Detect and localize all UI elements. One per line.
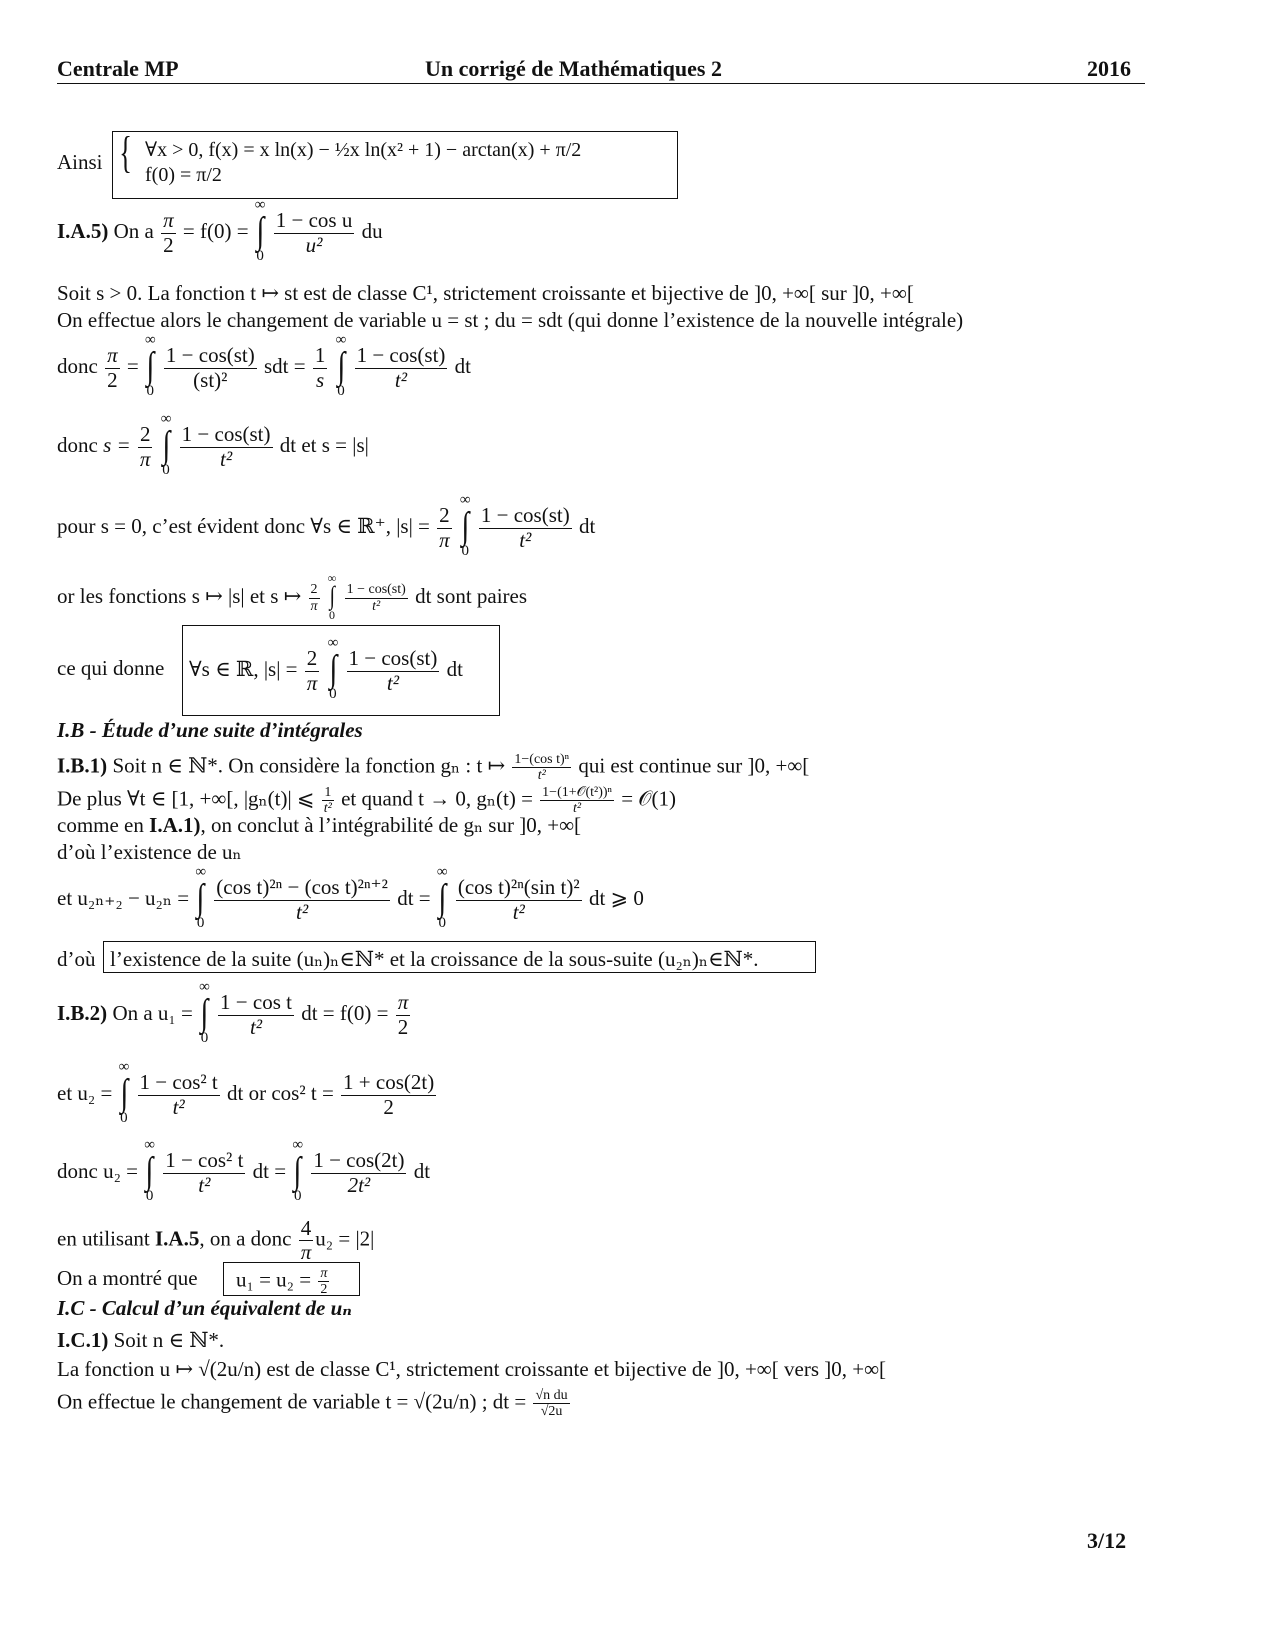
ic1-text: Soit n ∈ ℕ*.: [113, 1328, 225, 1352]
frac-1-cost: $\frac{\text{1 − cos t}}{\text{t²}}$: [220, 990, 292, 1039]
en-utilisant-line: en utilisant I.A.5, on a donc $\frac{4}{\pi}$ u₂ = |2|: [57, 1216, 375, 1265]
dt: dt: [454, 353, 471, 378]
s-eq: s =: [103, 432, 131, 457]
ib2-intro: On a u₁ =: [112, 1000, 193, 1025]
integral-sign: ∞ ∫ 0: [436, 864, 448, 932]
eq-O1: = 𝒪(1): [621, 786, 676, 811]
system-line-2: f(0) = π/2: [145, 164, 222, 186]
dt: dt: [578, 513, 596, 538]
ref-ia1: I.A.1): [149, 813, 201, 837]
integral-sign: ∞ ∫ 0: [195, 864, 207, 932]
boxed-u1-u2: u₁ = u₂ = $\frac{\pi}{2}$: [223, 1262, 360, 1296]
donc-s-line: [57, 411, 369, 480]
frac-1-plus-cos2t: $\frac{1 + \cos(2t)}{2}$: [343, 1070, 435, 1119]
page-number: 3/12: [1087, 1528, 1127, 1553]
frac-cosst-st2: $\frac{1 - \cos(st)}{\text{(st)²}}$: [165, 343, 255, 392]
u2n-diff-line: et u₂ₙ₊₂ − u₂ₙ = ∞ ∫ 0 $\frac{\text{(cos t)²ⁿ − (cos t)²ⁿ⁺²}}{\text{t²}}$ dt = ∞ ∫ 0 $\frac{\text{(cos t)²ⁿ(sin t)²}}{\text{t²}}$ dt ⩾ 0: [57, 864, 644, 932]
integral-sign: ∞ ∫ 0: [335, 332, 347, 400]
frac-pi-over-2c: $\frac{\pi}{2}$: [397, 990, 409, 1039]
ainsi-label: Ainsi: [57, 150, 103, 174]
frac-cosst-t2-small: $\frac{1 - \cos(st)}{\text{t²}}$: [346, 582, 406, 614]
integral-sign-small: ∞ ∫ 0: [327, 571, 337, 622]
frac-4-over-pi: $\frac{4}{\pi}$: [300, 1216, 312, 1265]
boxed-existence: l’existence de la suite (uₙ)ₙ∈ℕ* et la croissance de la sous-suite (u₂ₙ)ₙ∈ℕ*.: [103, 941, 816, 973]
ia5-intro: On a: [113, 218, 154, 243]
ib1-label: I.B.1): [57, 753, 108, 778]
section-ic-title: I.C - Calcul d’un équivalent de uₙ: [57, 1296, 352, 1320]
or-fonctions-line: [57, 571, 528, 623]
eq-f0: = f(0) =: [182, 218, 249, 243]
et-u2n: et u₂ₙ₊₂ − u₂ₙ =: [57, 885, 190, 910]
ib1-line: [57, 752, 809, 784]
abs-s-formula: ∀s ∈ ℝ, |s| = $\frac{2}{\pi}$ ∞ ∫ 0 $\frac{1 - \cos(st)}{\text{t²}}$ dt: [189, 635, 463, 703]
frac-1-over-s: $\frac{1}{s}$: [314, 343, 326, 392]
frac-1-over-t2: $\frac{1}{\text{t²}}$: [323, 785, 332, 817]
integral-sign: ∞ ∫ 0: [327, 635, 339, 703]
frac-1-cosu: $\frac{\text{1 − cos u}}{\text{u²}}$: [275, 208, 353, 257]
header-rule: [57, 83, 1145, 84]
frac-cosst-t2: $\frac{1 - \cos(st)}{\text{t²}}$: [348, 646, 438, 695]
frac-1-cos2t-b: $\frac{\text{1 − cos² t}}{\text{t²}}$: [165, 1148, 244, 1197]
or-cos2: dt or cos² t =: [227, 1080, 334, 1105]
dou-label: d’où: [57, 947, 96, 971]
de-plus-line: [57, 785, 676, 817]
dou-existence: d’où l’existence de uₙ: [57, 840, 242, 864]
soit-s-line: Soit s > 0. La fonction t ↦ st est de classe C¹, strictement croissante et bijective de ]0, +∞[ sur ]0, +∞[: [57, 281, 914, 305]
ic1-line: [57, 1330, 224, 1351]
de-plus: De plus ∀t ∈ [1, +∞[, |gₙ(t)| ⩽: [57, 786, 315, 811]
et-u2-line: [57, 1059, 438, 1128]
frac-2-over-pi: $\frac{2}{\pi}$: [306, 646, 318, 695]
ia5-label: I.A.5): [57, 218, 109, 243]
frac-cosst-t2: $\frac{1 - \cos(st)}{\text{t²}}$: [181, 422, 271, 471]
on-effectue-t-line: On effectue le changement de variable t = √(2u/n) ; dt = $\frac{\text{√n du}}{√2u}$: [57, 1388, 568, 1420]
frac-cosst-t2: $\frac{1 - \cos(st)}{\text{t²}}$: [480, 503, 570, 552]
system-line-1: ∀x > 0, f(x) = x ln(x) − ½x ln(x² + 1) − arctan(x) + π/2: [145, 139, 582, 161]
et-s-abs: dt et s = |s|: [279, 432, 369, 457]
ib2-line: I.B.2) On a u₁ = ∞ ∫ 0 $\frac{\text{1 − cos t}}{\text{t²}}$ dt = f(0) = $\frac{\pi}{2}$: [57, 979, 409, 1047]
frac-2-over-pi: $\frac{2}{\pi}$: [439, 503, 450, 552]
et-quand: et quand t → 0, gₙ(t) =: [341, 786, 533, 811]
header-left: Centrale MP: [57, 56, 179, 81]
integral-sign: ∞ ∫ 0: [144, 1137, 155, 1205]
frac-2-over-pi-small: $\frac{2}{\pi}$: [310, 582, 318, 614]
changement-line: On effectue alors le changement de variable u = st ; du = sdt (qui donne l’existence de la nouvelle intégrale): [57, 308, 964, 332]
or-les-fonctions: or les fonctions s ↦ |s| et s ↦: [57, 584, 302, 609]
header-title: Un corrigé de Mathématiques 2: [425, 56, 722, 81]
system-brace: {: [119, 128, 132, 177]
ia5-line: [57, 197, 383, 266]
frac-gn-big: $\frac{\text{1−(1+𝒪(t²))ⁿ}}{\text{t²}}$: [542, 785, 612, 817]
frac-pi-over-2: $\frac{\pi}{2}$: [163, 208, 174, 257]
ib1-tail: qui est continue sur ]0, +∞[: [578, 753, 810, 778]
system-lines: [145, 138, 581, 188]
frac-cos-sin: $\frac{\text{(cos t)²ⁿ(sin t)²}}{\text{t²}}$: [457, 875, 580, 924]
du: du: [361, 218, 383, 243]
frac-gn: $\frac{\text{1−(cos t)ⁿ}}{\text{t²}}$: [514, 752, 570, 784]
ic1-label: I.C.1): [57, 1328, 109, 1352]
pour-s0-line: [57, 492, 596, 561]
ib1-text: Soit n ∈ ℕ*. On considère la fonction gₙ : t ↦: [112, 753, 506, 778]
integral-sign: ∞ ∫ 0: [292, 1137, 304, 1205]
frac-pi-over-2-small: $\frac{\pi}{2}$: [320, 1266, 328, 1298]
frac-2-over-pi: $\frac{2}{\pi}$: [139, 422, 151, 471]
frac-1-cos2t: $\frac{\text{1 − cos² t}}{\text{t²}}$: [139, 1070, 218, 1119]
la-fonction-u: La fonction u ↦ √(2u/n) est de classe C¹, strictement croissante et bijective de ]0, +∞[ vers ]0, +∞[: [57, 1357, 887, 1381]
integral-sign: ∞ ∫ 0: [254, 197, 266, 265]
ib2-label: I.B.2): [57, 1000, 108, 1025]
pour-s0: pour s = 0, c’est évident donc ∀s ∈ ℝ⁺, |s| =: [57, 513, 430, 538]
frac-cos-diff: $\frac{\text{(cos t)²ⁿ − (cos t)²ⁿ⁺²}}{\text{t²}}$: [216, 875, 388, 924]
integral-sign: ∞ ∫ 0: [199, 979, 210, 1047]
donc-pi-line: donc $\frac{\pi}{2}$ = ∞ ∫ 0 $\frac{1 - \cos(st)}{\text{(st)²}}$ sdt = $\frac{1}{s}$ ∞ ∫ 0 $\frac{1 - \cos(st)}{\text{t²}}$ dt: [57, 332, 471, 400]
et-u2: et u₂ =: [57, 1080, 113, 1105]
ref-ia5: I.A.5: [155, 1226, 200, 1251]
boxed-system: [112, 128, 678, 199]
frac-cosst-t2: $\frac{1 - \cos(st)}{\text{t²}}$: [356, 343, 446, 392]
comme-en-line: comme en I.A.1), on conclut à l’intégrabilité de gₙ sur ]0, +∞[: [57, 813, 582, 837]
frac-sqrtn-du: $\frac{\text{√n du}}{√2u}$: [535, 1388, 568, 1420]
section-ib-title: I.B - Étude d’une suite d’intégrales: [57, 718, 363, 742]
integral-sign: ∞ ∫ 0: [144, 332, 156, 400]
integral-sign: ∞ ∫ 0: [118, 1059, 130, 1127]
on-a-montre: On a montré que: [57, 1266, 198, 1290]
frac-1-cos-2t: $\frac{1 - \cos(2t)}{\text{2t²}}$: [313, 1148, 405, 1197]
donc-u2-line: donc u₂ = ∞ ∫ 0 $\frac{\text{1 − cos² t}}{\text{t²}}$ dt = ∞ ∫ 0 $\frac{1 - \cos(2t)}{\text{2t²}}$ dt: [57, 1137, 431, 1205]
donc-1: donc: [57, 353, 98, 378]
boxed-abs-s: [182, 625, 500, 716]
ce-qui-donne: ce qui donne: [57, 656, 165, 680]
integral-sign: ∞ ∫ 0: [160, 411, 172, 479]
frac-pi-over-2b: $\frac{\pi}{2}$: [107, 343, 118, 392]
sdt-eq: sdt =: [264, 353, 306, 378]
integral-sign: ∞ ∫ 0: [459, 492, 471, 560]
donc-u2: donc u₂ =: [57, 1158, 138, 1183]
donc-2: donc: [57, 432, 98, 457]
sont-paires: dt sont paires: [415, 584, 528, 609]
header-year: 2016: [1087, 56, 1131, 81]
